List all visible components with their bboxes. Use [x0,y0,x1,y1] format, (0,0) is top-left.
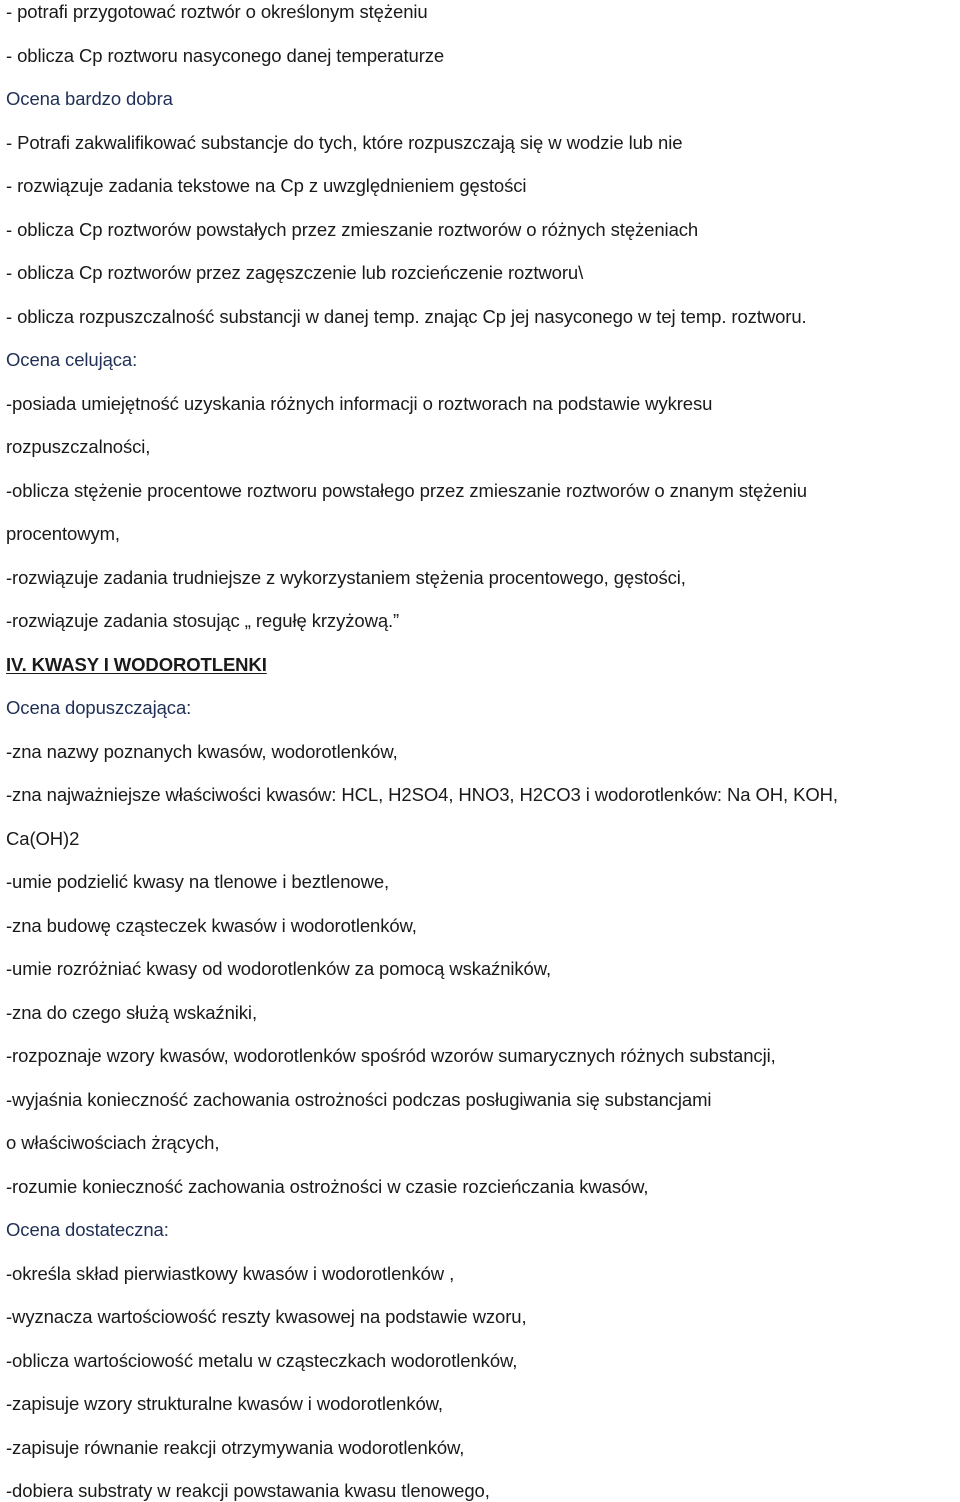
grade-heading: Ocena bardzo dobra [6,88,173,109]
text-line: -rozwiązuje zadania stosując „ regułę krzyżową.” [6,610,400,631]
text-line: -rozpoznaje wzory kwasów, wodorotlenków spośród wzorów sumarycznych różnych substancji, [6,1045,776,1066]
text-line: -zapisuje równanie reakcji otrzymywania wodorotlenków, [6,1436,465,1458]
text-line: - rozwiązuje zadania tekstowe na Cp z uwzględnieniem gęstości [6,175,527,196]
text-line: -umie podzielić kwasy na tlenowe i beztlenowe, [6,871,390,892]
text-line: -zapisuje wzory strukturalne kwasów i wodorotlenków, [6,1393,443,1414]
text-line: - oblicza rozpuszczalność substancji w danej temp. znając Cp jej nasyconego w tej temp. roztworu. [6,305,807,327]
text-line: -wyznacza wartościowość reszty kwasowej na podstawie wzoru, [6,1306,527,1327]
text-line: -rozumie konieczność zachowania ostrożności w czasie rozcieńczania kwasów, [6,1175,649,1197]
grade-heading: Ocena celująca: [6,349,138,370]
text-line: -oblicza wartościowość metalu w cząsteczkach wodorotlenków, [6,1349,518,1371]
text-line: -rozwiązuje zadania trudniejsze z wykorzystaniem stężenia procentowego, gęstości, [6,566,686,588]
text-line: -umie rozróżniać kwasy od wodorotlenków za pomocą wskaźników, [6,958,552,979]
text-line: o właściwościach żrących, [6,1132,220,1153]
text-line: - Potrafi zakwalifikować substancje do tych, które rozpuszczają się w wodzie lub nie [6,131,683,153]
text-line: - oblicza Cp roztworów przez zagęszczenie lub rozcieńczenie roztworu\ [6,262,584,283]
text-line: -zna do czego służą wskaźniki, [6,1001,257,1023]
text-line: - oblicza Cp roztworu nasyconego danej temperaturze [6,44,445,66]
text-line: -dobiera substraty w reakcji powstawania kwasu tlenowego, [6,1480,490,1501]
text-line: -określa skład pierwiastkowy kwasów i wodorotlenków , [6,1262,455,1284]
text-line: Ca(OH)2 [6,827,80,849]
grade-heading: Ocena dopuszczająca: [6,697,192,718]
text-line: -posiada umiejętność uzyskania różnych informacji o roztworach na podstawie wykresu [6,392,713,414]
text-line: -zna nazwy poznanych kwasów, wodorotlenków, [6,740,398,762]
grade-heading: Ocena dostateczna: [6,1219,169,1240]
text-line: -oblicza stężenie procentowe roztworu powstałego przez zmieszanie roztworów o znanym stężeniu [6,479,807,501]
text-line: -zna najważniejsze właściwości kwasów: HCL, H2SO4, HNO3, H2CO3 i wodorotlenków: Na OH, KOH, [6,784,838,805]
text-line: - oblicza Cp roztworów powstałych przez zmieszanie roztworów o różnych stężeniach [6,218,699,240]
text-line: - potrafi przygotować roztwór o określonym stężeniu [6,1,428,22]
text-line: -wyjaśnia konieczność zachowania ostrożności podczas posługiwania się substancjami [6,1088,712,1110]
text-line: -zna budowę cząsteczek kwasów i wodorotlenków, [6,914,417,936]
section-heading: IV. KWASY I WODOROTLENKI [6,653,267,675]
text-line: procentowym, [6,523,120,544]
text-line: rozpuszczalności, [6,436,151,457]
